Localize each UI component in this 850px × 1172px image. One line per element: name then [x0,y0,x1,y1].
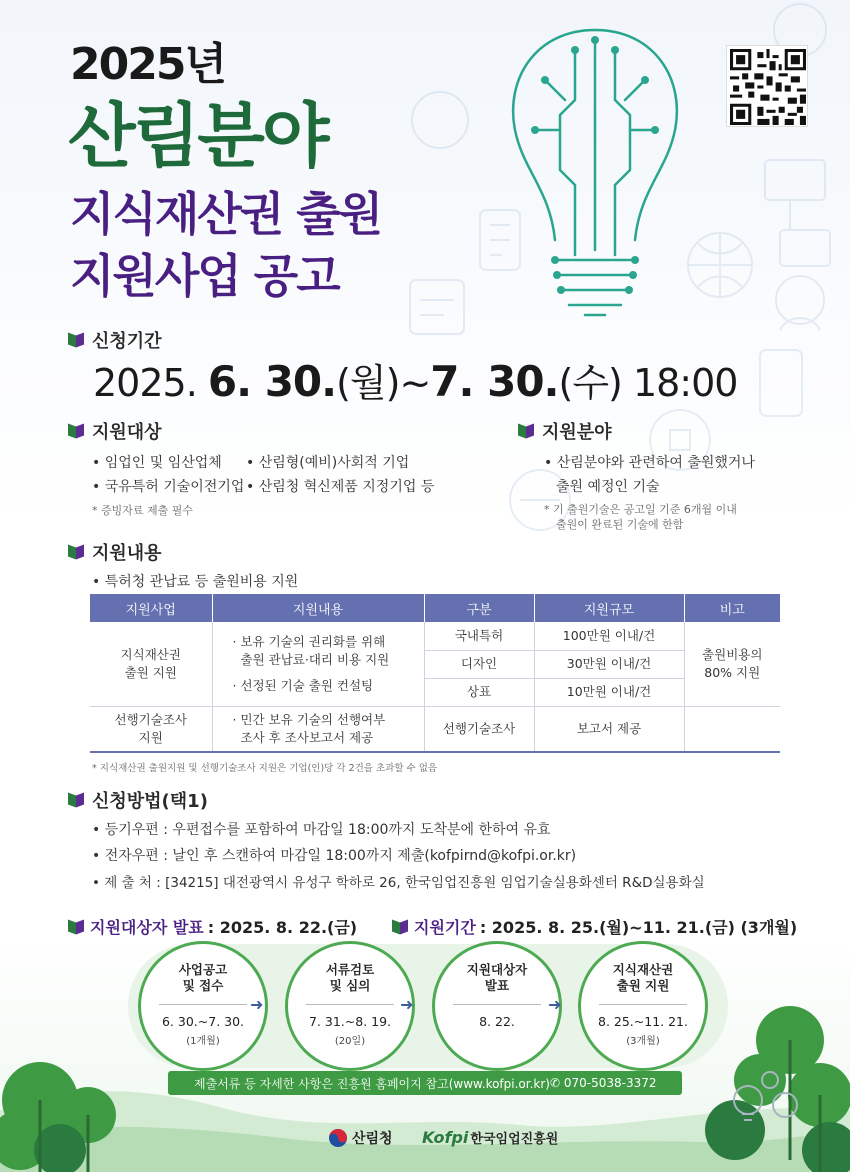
support-table [90,594,780,753]
year-title: 2025년 [70,39,225,90]
target-note: * 증빙자료 제출 필수 [92,504,193,517]
target-item: • 임업인 및 임산업체 [92,455,222,471]
scale-cell: 보고서 제공 [534,706,684,752]
type-cell: 상표 [424,678,534,706]
main-title: 산림분야 [68,95,327,177]
field-line1: • 산림분야와 관련하여 출원했거나 [544,455,755,471]
table-header: 지원사업 [90,594,212,622]
application-period: 2025. 6. 30.(월)~7. 30.(수) 18:00 [93,357,738,406]
field-note1: * 기 출원기술은 공고일 기준 6개월 이내 [544,503,737,516]
subtitle-line1: 지식재산권 출원 [70,187,382,241]
process-step: 서류검토 및 심의 7. 31.~8. 19. (20일) [285,941,415,1071]
kofpi-logo: Kofpi 한국임업진흥원 [422,1128,559,1147]
content-cell: · 민간 보유 기술의 선행여부 조사 후 조사보고서 제공 [212,706,424,752]
field-heading: 지원분야 [518,418,612,444]
korea-forest-service-logo: 산림청 [328,1128,393,1148]
arrow-right-icon: ➜ [250,995,264,1014]
type-cell: 선행기술조사 [424,706,534,752]
content-heading: 지원내용 [68,539,162,565]
scale-cell: 100만원 이내/건 [534,622,684,650]
table-note: * 지식재산권 출원지원 및 선행기술조사 지원은 기업(인)당 각 2건을 초과할 수 없음 [92,763,438,774]
note-cell: 출원비용의 80% 지원 [684,622,780,706]
period-heading: 신청기간 [68,327,162,353]
cube-bullet-icon [68,544,84,560]
cube-bullet-icon [68,792,84,808]
qr-code-icon [730,49,806,125]
arrow-right-icon: ➜ [400,995,414,1014]
target-heading: 지원대상 [68,418,162,444]
info-text[interactable]: 제출서류 등 자세한 사항은 진흥원 홈페이지 참고(www.kofpi.or.kr) [194,1076,550,1091]
circuit-lightbulb-illustration [495,20,695,330]
program-cell: 선행기술조사 지원 [90,706,212,752]
process-step: 지원대상자 발표 8. 22. [432,941,562,1071]
table-header: 지원내용 [212,594,424,622]
phone[interactable]: ✆ 070-5038-3372 [549,1076,657,1090]
taegeuk-icon [328,1128,348,1148]
target-item: • 산림형(예비)사회적 기업 [246,455,410,471]
scale-cell: 10만원 이내/건 [534,678,684,706]
method-heading: 신청방법(택1) [68,787,208,813]
announce-date: 지원대상자 발표 : 2025. 8. 22.(금) [68,915,357,938]
cube-bullet-icon [68,423,84,439]
table-header: 비고 [684,594,780,622]
target-item: • 국유특허 기술이전기업 [92,479,245,495]
type-cell: 디자인 [424,650,534,678]
program-cell: 지식재산권 출원 지원 [90,622,212,706]
cube-bullet-icon [68,919,84,935]
field-note2: 출원이 완료된 기술에 한함 [556,518,684,531]
content-cell: · 보유 기술의 권리화를 위해 출원 관납료·대리 비용 지원 · 선정된 기술 출원 컨설팅 [212,622,424,706]
method-item: • 제 출 처 : [34215] 대전광역시 유성구 학하로 26, 한국임업진흥원 임업기술실용화센터 R&D실용화실 [92,875,705,891]
cube-bullet-icon [518,423,534,439]
arrow-right-icon: ➜ [548,995,562,1014]
subtitle-line2: 지원사업 공고 [70,249,339,303]
note-cell [684,706,780,752]
table-row [90,706,780,752]
scale-cell: 30만원 이내/건 [534,650,684,678]
field-line2: 출원 예정인 기술 [556,479,660,495]
table-header: 구분 [424,594,534,622]
process-step: 지식재산권 출원 지원 8. 25.~11. 21. (3개월) [578,941,708,1071]
phone-icon: ✆ [549,1076,564,1090]
process-step: 사업공고 및 접수 6. 30.~7. 30. (1개월) [138,941,268,1071]
table-row [90,622,780,650]
target-item: • 산림청 혁신제품 지정기업 등 [246,479,435,495]
cube-bullet-icon [68,332,84,348]
support-period: 지원기간 : 2025. 8. 25.(월)~11. 21.(금) (3개월) [392,915,797,938]
content-bullet: • 특허청 관납료 등 출원비용 지원 [92,574,299,590]
type-cell: 국내특허 [424,622,534,650]
info-bar [168,1071,682,1095]
cube-bullet-icon [392,919,408,935]
method-item: • 전자우편 : 날인 후 스캔하여 마감일 18:00까지 제출(kofpirnd@kofpi.or.kr) [92,848,577,864]
qr-code[interactable] [726,45,808,127]
method-item: • 등기우편 : 우편접수를 포함하여 마감일 18:00까지 도착분에 한하여 유효 [92,822,551,838]
table-header: 지원규모 [534,594,684,622]
table-header-row [90,594,780,622]
